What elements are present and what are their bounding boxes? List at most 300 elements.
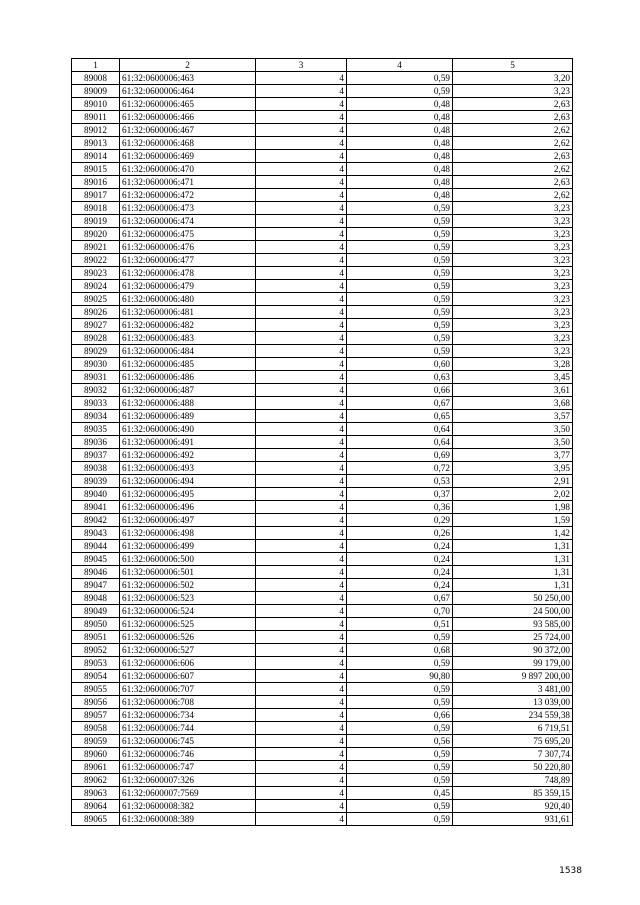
category-cell: 4 — [256, 813, 347, 826]
cadastral-number-cell: 61:32:0600006:470 — [120, 163, 256, 176]
value-cell: 2,62 — [453, 189, 573, 202]
table-row — [72, 761, 573, 774]
table-row — [72, 501, 573, 514]
cadastral-number-cell: 61:32:0600006:472 — [120, 189, 256, 202]
area-cell: 0,48 — [347, 111, 453, 124]
value-cell: 50 220,80 — [453, 761, 573, 774]
cadastral-number-cell: 61:32:0600006:747 — [120, 761, 256, 774]
table-row — [72, 72, 573, 85]
area-cell: 0,59 — [347, 683, 453, 696]
row-number-cell: 89050 — [72, 618, 120, 631]
cadastral-number-cell: 61:32:0600006:484 — [120, 345, 256, 358]
row-number-cell: 89010 — [72, 98, 120, 111]
category-cell: 4 — [256, 592, 347, 605]
category-cell: 4 — [256, 98, 347, 111]
table-row — [72, 618, 573, 631]
row-number-cell: 89062 — [72, 774, 120, 787]
cadastral-number-cell: 61:32:0600006:497 — [120, 514, 256, 527]
cadastral-number-cell: 61:32:0600006:745 — [120, 735, 256, 748]
value-cell: 3,23 — [453, 293, 573, 306]
category-cell: 4 — [256, 553, 347, 566]
value-cell: 9 897 200,00 — [453, 670, 573, 683]
area-cell: 0,48 — [347, 176, 453, 189]
value-cell: 3,50 — [453, 423, 573, 436]
value-cell: 50 250,00 — [453, 592, 573, 605]
table-row — [72, 644, 573, 657]
value-cell: 3,23 — [453, 254, 573, 267]
area-cell: 0,59 — [347, 319, 453, 332]
category-cell: 4 — [256, 423, 347, 436]
column-header-4: 4 — [347, 59, 453, 72]
value-cell: 2,62 — [453, 163, 573, 176]
row-number-cell: 89009 — [72, 85, 120, 98]
row-number-cell: 89038 — [72, 462, 120, 475]
table-row — [72, 527, 573, 540]
value-cell: 3,28 — [453, 358, 573, 371]
data-table — [71, 58, 573, 826]
value-cell: 3,68 — [453, 397, 573, 410]
area-cell: 0,36 — [347, 501, 453, 514]
value-cell: 93 585,00 — [453, 618, 573, 631]
row-number-cell: 89019 — [72, 215, 120, 228]
table-row — [72, 449, 573, 462]
category-cell: 4 — [256, 735, 347, 748]
table-row — [72, 579, 573, 592]
value-cell: 90 372,00 — [453, 644, 573, 657]
row-number-cell: 89042 — [72, 514, 120, 527]
area-cell: 0,29 — [347, 514, 453, 527]
category-cell: 4 — [256, 306, 347, 319]
table-body — [72, 72, 573, 826]
table-row — [72, 202, 573, 215]
cadastral-number-cell: 61:32:0600006:480 — [120, 293, 256, 306]
category-cell: 4 — [256, 332, 347, 345]
area-cell: 0,59 — [347, 774, 453, 787]
table-row — [72, 176, 573, 189]
value-cell: 75 695,20 — [453, 735, 573, 748]
area-cell: 0,53 — [347, 475, 453, 488]
area-cell: 0,51 — [347, 618, 453, 631]
table-row — [72, 631, 573, 644]
row-number-cell: 89012 — [72, 124, 120, 137]
cadastral-number-cell: 61:32:0600006:477 — [120, 254, 256, 267]
table-row — [72, 384, 573, 397]
row-number-cell: 89048 — [72, 592, 120, 605]
cadastral-number-cell: 61:32:0600006:464 — [120, 85, 256, 98]
row-number-cell: 89051 — [72, 631, 120, 644]
category-cell: 4 — [256, 475, 347, 488]
cadastral-number-cell: 61:32:0600006:523 — [120, 592, 256, 605]
value-cell: 1,31 — [453, 566, 573, 579]
value-cell: 920,40 — [453, 800, 573, 813]
category-cell: 4 — [256, 670, 347, 683]
cadastral-number-cell: 61:32:0600006:463 — [120, 72, 256, 85]
value-cell: 3 481,00 — [453, 683, 573, 696]
table-row — [72, 332, 573, 345]
area-cell: 0,48 — [347, 163, 453, 176]
cadastral-number-cell: 61:32:0600006:467 — [120, 124, 256, 137]
table-row — [72, 488, 573, 501]
cadastral-number-cell: 61:32:0600006:499 — [120, 540, 256, 553]
area-cell: 0,59 — [347, 345, 453, 358]
cadastral-number-cell: 61:32:0600006:500 — [120, 553, 256, 566]
value-cell: 2,02 — [453, 488, 573, 501]
row-number-cell: 89047 — [72, 579, 120, 592]
category-cell: 4 — [256, 501, 347, 514]
row-number-cell: 89008 — [72, 72, 120, 85]
area-cell: 0,59 — [347, 202, 453, 215]
row-number-cell: 89059 — [72, 735, 120, 748]
row-number-cell: 89054 — [72, 670, 120, 683]
category-cell: 4 — [256, 800, 347, 813]
category-cell: 4 — [256, 527, 347, 540]
category-cell: 4 — [256, 163, 347, 176]
column-header-5: 5 — [453, 59, 573, 72]
area-cell: 90,80 — [347, 670, 453, 683]
value-cell: 3,20 — [453, 72, 573, 85]
value-cell: 3,23 — [453, 202, 573, 215]
cadastral-number-cell: 61:32:0600006:488 — [120, 397, 256, 410]
category-cell: 4 — [256, 124, 347, 137]
row-number-cell: 89033 — [72, 397, 120, 410]
cadastral-number-cell: 61:32:0600006:490 — [120, 423, 256, 436]
column-header-1: 1 — [72, 59, 120, 72]
area-cell: 0,64 — [347, 436, 453, 449]
table-row — [72, 358, 573, 371]
row-number-cell: 89034 — [72, 410, 120, 423]
value-cell: 1,31 — [453, 540, 573, 553]
row-number-cell: 89011 — [72, 111, 120, 124]
category-cell: 4 — [256, 618, 347, 631]
row-number-cell: 89018 — [72, 202, 120, 215]
row-number-cell: 89039 — [72, 475, 120, 488]
category-cell: 4 — [256, 696, 347, 709]
table-row — [72, 306, 573, 319]
value-cell: 931,61 — [453, 813, 573, 826]
area-cell: 0,59 — [347, 631, 453, 644]
category-cell: 4 — [256, 540, 347, 553]
category-cell: 4 — [256, 436, 347, 449]
row-number-cell: 89055 — [72, 683, 120, 696]
cadastral-number-cell: 61:32:0600006:476 — [120, 241, 256, 254]
row-number-cell: 89052 — [72, 644, 120, 657]
category-cell: 4 — [256, 358, 347, 371]
cadastral-number-cell: 61:32:0600006:486 — [120, 371, 256, 384]
table-row — [72, 345, 573, 358]
table-row — [72, 124, 573, 137]
area-cell: 0,59 — [347, 332, 453, 345]
area-cell: 0,59 — [347, 267, 453, 280]
row-number-cell: 89036 — [72, 436, 120, 449]
cadastral-number-cell: 61:32:0600006:489 — [120, 410, 256, 423]
category-cell: 4 — [256, 72, 347, 85]
value-cell: 24 500,00 — [453, 605, 573, 618]
value-cell: 2,91 — [453, 475, 573, 488]
category-cell: 4 — [256, 137, 347, 150]
row-number-cell: 89060 — [72, 748, 120, 761]
table-row — [72, 319, 573, 332]
row-number-cell: 89045 — [72, 553, 120, 566]
row-number-cell: 89040 — [72, 488, 120, 501]
area-cell: 0,59 — [347, 215, 453, 228]
table-row — [72, 241, 573, 254]
area-cell: 0,26 — [347, 527, 453, 540]
area-cell: 0,24 — [347, 540, 453, 553]
table-row — [72, 293, 573, 306]
table-row — [72, 228, 573, 241]
row-number-cell: 89020 — [72, 228, 120, 241]
row-number-cell: 89058 — [72, 722, 120, 735]
cadastral-number-cell: 61:32:0600006:465 — [120, 98, 256, 111]
table-row — [72, 709, 573, 722]
table-row — [72, 657, 573, 670]
cadastral-number-cell: 61:32:0600007:7569 — [120, 787, 256, 800]
category-cell: 4 — [256, 462, 347, 475]
value-cell: 3,77 — [453, 449, 573, 462]
row-number-cell: 89053 — [72, 657, 120, 670]
area-cell: 0,66 — [347, 709, 453, 722]
category-cell: 4 — [256, 85, 347, 98]
table-row — [72, 566, 573, 579]
category-cell: 4 — [256, 215, 347, 228]
value-cell: 7 307,74 — [453, 748, 573, 761]
category-cell: 4 — [256, 761, 347, 774]
value-cell: 748,89 — [453, 774, 573, 787]
area-cell: 0,59 — [347, 293, 453, 306]
table-row — [72, 280, 573, 293]
area-cell: 0,59 — [347, 722, 453, 735]
value-cell: 3,23 — [453, 306, 573, 319]
page-number: 1538 — [559, 866, 582, 876]
row-number-cell: 89014 — [72, 150, 120, 163]
area-cell: 0,45 — [347, 787, 453, 800]
row-number-cell: 89041 — [72, 501, 120, 514]
cadastral-number-cell: 61:32:0600006:495 — [120, 488, 256, 501]
area-cell: 0,63 — [347, 371, 453, 384]
cadastral-number-cell: 61:32:0600006:473 — [120, 202, 256, 215]
table-row — [72, 592, 573, 605]
table-row — [72, 813, 573, 826]
cadastral-number-cell: 61:32:0600006:527 — [120, 644, 256, 657]
area-cell: 0,67 — [347, 397, 453, 410]
row-number-cell: 89035 — [72, 423, 120, 436]
area-cell: 0,68 — [347, 644, 453, 657]
row-number-cell: 89044 — [72, 540, 120, 553]
area-cell: 0,48 — [347, 189, 453, 202]
area-cell: 0,59 — [347, 657, 453, 670]
value-cell: 13 039,00 — [453, 696, 573, 709]
cadastral-number-cell: 61:32:0600006:606 — [120, 657, 256, 670]
value-cell: 3,23 — [453, 319, 573, 332]
cadastral-number-cell: 61:32:0600006:478 — [120, 267, 256, 280]
table-row — [72, 514, 573, 527]
area-cell: 0,69 — [347, 449, 453, 462]
row-number-cell: 89043 — [72, 527, 120, 540]
value-cell: 234 559,38 — [453, 709, 573, 722]
row-number-cell: 89025 — [72, 293, 120, 306]
area-cell: 0,59 — [347, 254, 453, 267]
category-cell: 4 — [256, 371, 347, 384]
cadastral-number-cell: 61:32:0600006:524 — [120, 605, 256, 618]
row-number-cell: 89049 — [72, 605, 120, 618]
table-row — [72, 553, 573, 566]
cadastral-number-cell: 61:32:0600006:471 — [120, 176, 256, 189]
value-cell: 3,95 — [453, 462, 573, 475]
category-cell: 4 — [256, 254, 347, 267]
value-cell: 3,23 — [453, 85, 573, 98]
cadastral-number-cell: 61:32:0600006:492 — [120, 449, 256, 462]
area-cell: 0,37 — [347, 488, 453, 501]
area-cell: 0,64 — [347, 423, 453, 436]
category-cell: 4 — [256, 189, 347, 202]
area-cell: 0,59 — [347, 85, 453, 98]
area-cell: 0,48 — [347, 137, 453, 150]
area-cell: 0,48 — [347, 150, 453, 163]
area-cell: 0,66 — [347, 384, 453, 397]
cadastral-number-cell: 61:32:0600006:496 — [120, 501, 256, 514]
cadastral-number-cell: 61:32:0600006:469 — [120, 150, 256, 163]
area-cell: 0,65 — [347, 410, 453, 423]
area-cell: 0,70 — [347, 605, 453, 618]
category-cell: 4 — [256, 748, 347, 761]
category-cell: 4 — [256, 722, 347, 735]
cadastral-number-cell: 61:32:0600006:526 — [120, 631, 256, 644]
cadastral-number-cell: 61:32:0600006:474 — [120, 215, 256, 228]
value-cell: 3,23 — [453, 345, 573, 358]
category-cell: 4 — [256, 774, 347, 787]
category-cell: 4 — [256, 241, 347, 254]
cadastral-number-cell: 61:32:0600006:707 — [120, 683, 256, 696]
table-row — [72, 787, 573, 800]
category-cell: 4 — [256, 488, 347, 501]
area-cell: 0,59 — [347, 813, 453, 826]
row-number-cell: 89057 — [72, 709, 120, 722]
table-row — [72, 696, 573, 709]
cadastral-number-cell: 61:32:0600006:493 — [120, 462, 256, 475]
category-cell: 4 — [256, 397, 347, 410]
cadastral-number-cell: 61:32:0600006:475 — [120, 228, 256, 241]
area-cell: 0,59 — [347, 241, 453, 254]
cadastral-number-cell: 61:32:0600006:708 — [120, 696, 256, 709]
cadastral-number-cell: 61:32:0600006:525 — [120, 618, 256, 631]
area-cell: 0,60 — [347, 358, 453, 371]
value-cell: 1,59 — [453, 514, 573, 527]
table-row — [72, 150, 573, 163]
area-cell: 0,24 — [347, 553, 453, 566]
table-row — [72, 683, 573, 696]
area-cell: 0,59 — [347, 696, 453, 709]
table-row — [72, 254, 573, 267]
category-cell: 4 — [256, 787, 347, 800]
area-cell: 0,59 — [347, 761, 453, 774]
category-cell: 4 — [256, 449, 347, 462]
table-row — [72, 605, 573, 618]
value-cell: 3,23 — [453, 215, 573, 228]
category-cell: 4 — [256, 111, 347, 124]
table-row — [72, 189, 573, 202]
area-cell: 0,72 — [347, 462, 453, 475]
table-row — [72, 371, 573, 384]
table-row — [72, 137, 573, 150]
table-row — [72, 540, 573, 553]
row-number-cell: 89061 — [72, 761, 120, 774]
row-number-cell: 89030 — [72, 358, 120, 371]
value-cell: 2,62 — [453, 137, 573, 150]
category-cell: 4 — [256, 293, 347, 306]
table-row — [72, 410, 573, 423]
table-row — [72, 800, 573, 813]
cadastral-number-cell: 61:32:0600006:485 — [120, 358, 256, 371]
category-cell: 4 — [256, 579, 347, 592]
cadastral-number-cell: 61:32:0600006:479 — [120, 280, 256, 293]
category-cell: 4 — [256, 709, 347, 722]
row-number-cell: 89032 — [72, 384, 120, 397]
category-cell: 4 — [256, 384, 347, 397]
category-cell: 4 — [256, 202, 347, 215]
area-cell: 0,67 — [347, 592, 453, 605]
row-number-cell: 89028 — [72, 332, 120, 345]
area-cell: 0,48 — [347, 124, 453, 137]
value-cell: 1,42 — [453, 527, 573, 540]
table-row — [72, 722, 573, 735]
value-cell: 85 359,15 — [453, 787, 573, 800]
area-cell: 0,48 — [347, 98, 453, 111]
row-number-cell: 89023 — [72, 267, 120, 280]
value-cell: 3,23 — [453, 228, 573, 241]
value-cell: 3,23 — [453, 267, 573, 280]
table-row — [72, 436, 573, 449]
table-row — [72, 670, 573, 683]
area-cell: 0,59 — [347, 748, 453, 761]
category-cell: 4 — [256, 267, 347, 280]
category-cell: 4 — [256, 605, 347, 618]
row-number-cell: 89046 — [72, 566, 120, 579]
value-cell: 2,63 — [453, 176, 573, 189]
category-cell: 4 — [256, 228, 347, 241]
value-cell: 3,23 — [453, 280, 573, 293]
value-cell: 3,50 — [453, 436, 573, 449]
area-cell: 0,59 — [347, 306, 453, 319]
table-row — [72, 397, 573, 410]
column-header-2: 2 — [120, 59, 256, 72]
cadastral-number-cell: 61:32:0600006:498 — [120, 527, 256, 540]
value-cell: 3,61 — [453, 384, 573, 397]
value-cell: 2,63 — [453, 111, 573, 124]
value-cell: 6 719,51 — [453, 722, 573, 735]
table-row — [72, 267, 573, 280]
category-cell: 4 — [256, 644, 347, 657]
category-cell: 4 — [256, 176, 347, 189]
row-number-cell: 89021 — [72, 241, 120, 254]
table-row — [72, 735, 573, 748]
cadastral-number-cell: 61:32:0600006:734 — [120, 709, 256, 722]
row-number-cell: 89015 — [72, 163, 120, 176]
table-row — [72, 111, 573, 124]
cadastral-number-cell: 61:32:0600006:502 — [120, 579, 256, 592]
value-cell: 1,31 — [453, 553, 573, 566]
table-row — [72, 85, 573, 98]
row-number-cell: 89017 — [72, 189, 120, 202]
row-number-cell: 89063 — [72, 787, 120, 800]
cadastral-number-cell: 61:32:0600006:746 — [120, 748, 256, 761]
cadastral-number-cell: 61:32:0600006:482 — [120, 319, 256, 332]
row-number-cell: 89031 — [72, 371, 120, 384]
row-number-cell: 89024 — [72, 280, 120, 293]
row-number-cell: 89056 — [72, 696, 120, 709]
table-row — [72, 748, 573, 761]
table-row — [72, 215, 573, 228]
table-row — [72, 462, 573, 475]
